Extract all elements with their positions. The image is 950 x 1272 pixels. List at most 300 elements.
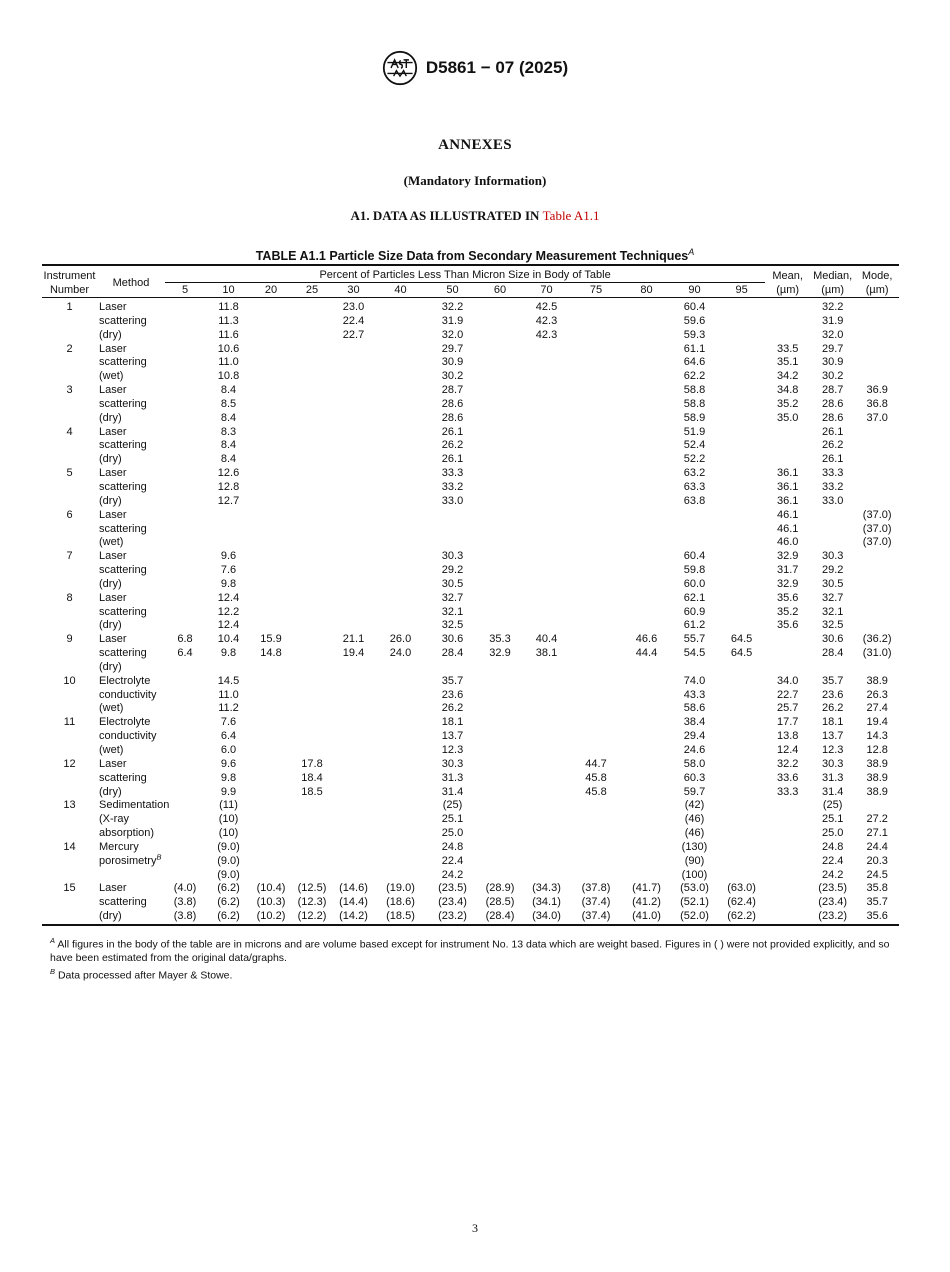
mode-value-cell xyxy=(855,661,899,675)
method-text: (X-ray xyxy=(99,813,129,826)
mean-value-cell: 25.7 xyxy=(776,702,799,715)
percentile-value-cell xyxy=(252,619,290,633)
method-text: Laser xyxy=(99,301,127,313)
method-text: scattering xyxy=(99,439,147,452)
percentile-value-cell: 32.9 xyxy=(489,647,511,660)
percentile-value-cell xyxy=(373,481,428,495)
percentile-value-cell xyxy=(373,702,428,716)
percentile-value-cell: 24.0 xyxy=(389,647,412,660)
method-cell xyxy=(97,896,165,910)
method-text: Laser xyxy=(99,467,127,480)
percentile-value-cell xyxy=(373,744,428,758)
percentile-value-cell: 7.6 xyxy=(220,716,237,729)
percentile-value-cell xyxy=(570,536,622,550)
method-text: scattering xyxy=(99,522,147,535)
percentile-value-cell xyxy=(290,467,334,481)
method-cell xyxy=(97,675,165,689)
mode-value-cell: 12.8 xyxy=(866,744,888,756)
table-row xyxy=(42,619,899,633)
percentile-value-cell xyxy=(165,384,205,398)
method-text: scattering xyxy=(99,356,147,369)
method-text: (dry) xyxy=(99,619,122,632)
method-text: absorption) xyxy=(99,827,155,840)
table-row xyxy=(42,343,899,357)
header-percentile-90: 90 xyxy=(688,284,701,296)
percentile-value-cell xyxy=(570,384,622,398)
percentile-value-cell: 42.3 xyxy=(535,328,558,341)
percentile-value-cell xyxy=(165,398,205,412)
percentile-value-cell xyxy=(373,675,428,689)
method-text: scattering xyxy=(99,480,147,493)
percentile-value-cell xyxy=(570,523,622,537)
method-text: scattering xyxy=(99,564,147,577)
percentile-value-cell: 61.2 xyxy=(683,619,706,632)
instrument-number-cell xyxy=(42,315,97,329)
percentile-value-cell xyxy=(428,509,477,523)
percentile-value-cell: 6.4 xyxy=(177,647,193,660)
percentile-value-cell: (10.3) xyxy=(256,896,286,909)
percentile-value-cell: 7.6 xyxy=(220,564,237,577)
mode-value-cell xyxy=(855,315,899,329)
percentile-value-cell: 32.7 xyxy=(441,591,464,604)
percentile-value-cell xyxy=(165,841,205,855)
percentile-value-cell xyxy=(373,661,428,675)
mode-value-cell xyxy=(855,439,899,453)
mean-value-cell xyxy=(765,453,810,467)
percentile-value-cell xyxy=(523,758,570,772)
percentile-value-cell xyxy=(718,398,765,412)
instrument-number-cell: 1 xyxy=(66,301,73,313)
mean-value-cell xyxy=(765,298,810,315)
percentile-value-cell xyxy=(373,550,428,564)
percentile-value-cell xyxy=(165,716,205,730)
mean-value-cell: 34.2 xyxy=(776,370,799,383)
percentile-value-cell: 33.3 xyxy=(441,467,464,480)
mean-value-cell: 32.9 xyxy=(776,577,799,590)
percentile-value-cell xyxy=(334,744,373,758)
percentile-value-cell xyxy=(523,356,570,370)
instrument-number-cell xyxy=(42,786,97,800)
percentile-value-cell xyxy=(622,702,671,716)
header-percent-group: Percent of Particles Less Than Micron Size in Body of Table xyxy=(165,265,765,283)
mode-value-cell: (37.0) xyxy=(862,536,892,549)
percentile-value-cell xyxy=(252,592,290,606)
method-text: scattering xyxy=(99,771,147,784)
percentile-value-cell xyxy=(477,841,523,855)
percentile-value-cell: (10) xyxy=(218,813,239,826)
percentile-value-cell xyxy=(165,786,205,800)
percentile-value-cell: (41.2) xyxy=(632,896,661,909)
mean-value-cell: 32.9 xyxy=(776,550,799,563)
percentile-value-cell xyxy=(252,744,290,758)
percentile-value-cell xyxy=(622,619,671,633)
percentile-value-cell: 32.1 xyxy=(441,605,464,618)
percentile-value-cell xyxy=(165,578,205,592)
percentile-value-cell: 43.3 xyxy=(683,688,706,701)
percentile-value-cell xyxy=(622,675,671,689)
percentile-value-cell xyxy=(252,298,290,315)
percentile-value-cell xyxy=(373,855,428,869)
median-value-cell: 30.3 xyxy=(821,757,844,770)
percentile-value-cell xyxy=(718,730,765,744)
percentile-value-cell xyxy=(622,606,671,620)
method-text: Electrolyte xyxy=(99,716,151,729)
median-value-cell xyxy=(810,509,855,523)
percentile-value-cell xyxy=(334,799,373,813)
percentile-value-cell: 60.4 xyxy=(683,301,706,313)
mean-value-cell: 35.0 xyxy=(776,411,799,424)
percentile-value-cell: 54.5 xyxy=(683,647,706,660)
percentile-value-cell xyxy=(671,661,718,675)
percentile-value-cell: 32.0 xyxy=(441,328,464,341)
percentile-value-cell xyxy=(523,536,570,550)
percentile-value-cell: 60.3 xyxy=(683,771,706,784)
percentile-value-cell xyxy=(373,426,428,440)
percentile-value-cell xyxy=(252,869,290,883)
percentile-value-cell xyxy=(252,356,290,370)
table-row xyxy=(42,384,899,398)
percentile-value-cell xyxy=(523,453,570,467)
mode-value-cell: 27.4 xyxy=(866,702,888,715)
median-value-cell: 26.2 xyxy=(821,439,844,452)
mode-value-cell: 37.0 xyxy=(866,411,888,424)
percentile-value-cell xyxy=(373,384,428,398)
method-cell xyxy=(97,509,165,523)
percentile-value-cell xyxy=(523,675,570,689)
mean-value-cell xyxy=(765,426,810,440)
percentile-value-cell xyxy=(523,412,570,426)
instrument-number-cell: 11 xyxy=(63,716,76,729)
percentile-value-cell xyxy=(523,384,570,398)
percentile-value-cell: 11.2 xyxy=(218,702,239,715)
percentile-value-cell: (37.4) xyxy=(581,910,611,923)
mode-value-cell: 35.7 xyxy=(866,896,888,909)
percentile-value-cell xyxy=(290,689,334,703)
instrument-number-cell: 6 xyxy=(66,508,73,521)
percentile-value-cell xyxy=(252,523,290,537)
percentile-value-cell: 46.6 xyxy=(635,633,658,646)
percentile-value-cell xyxy=(622,384,671,398)
instrument-number-cell: 2 xyxy=(66,342,73,355)
method-cell xyxy=(97,523,165,537)
percentile-value-cell xyxy=(373,772,428,786)
percentile-value-cell xyxy=(622,869,671,883)
percentile-value-cell: (18.6) xyxy=(386,896,415,909)
percentile-value-cell xyxy=(523,744,570,758)
percentile-value-cell xyxy=(165,550,205,564)
method-cell xyxy=(97,730,165,744)
percentile-value-cell xyxy=(622,426,671,440)
percentile-value-cell: 45.8 xyxy=(585,771,607,784)
percentile-value-cell xyxy=(622,481,671,495)
percentile-value-cell: 10.8 xyxy=(217,370,240,383)
percentile-value-cell: 38.4 xyxy=(683,716,706,729)
percentile-value-cell xyxy=(523,730,570,744)
percentile-value-cell: (9.0) xyxy=(217,868,240,881)
footnote-b-mark: B xyxy=(50,966,56,976)
percentile-value-cell xyxy=(252,675,290,689)
percentile-value-cell xyxy=(165,298,205,315)
percentile-value-cell: (9.0) xyxy=(217,840,240,853)
percentile-value-cell xyxy=(252,329,290,343)
method-text: Laser xyxy=(99,757,127,770)
percentile-value-cell xyxy=(290,523,334,537)
percentile-value-cell xyxy=(671,536,718,550)
table-row xyxy=(42,647,899,661)
percentile-value-cell: 11.8 xyxy=(218,301,239,313)
mode-value-cell: 24.4 xyxy=(866,840,888,853)
table-row xyxy=(42,564,899,578)
method-text: Laser xyxy=(99,342,127,355)
table-row xyxy=(42,813,899,827)
median-value-cell: 30.6 xyxy=(821,633,844,646)
percentile-value-cell xyxy=(622,730,671,744)
median-value-cell: (25) xyxy=(822,799,843,812)
instrument-number-cell xyxy=(42,578,97,592)
percentile-value-cell xyxy=(252,481,290,495)
percentile-value-cell xyxy=(165,523,205,537)
percentile-value-cell xyxy=(252,343,290,357)
mean-value-cell xyxy=(765,439,810,453)
percentile-value-cell: 59.3 xyxy=(683,328,706,341)
method-text: (wet) xyxy=(99,370,124,383)
method-footnote-mark: B xyxy=(156,852,162,862)
mode-value-cell: 20.3 xyxy=(866,854,888,867)
mode-value-cell: 36.8 xyxy=(866,397,888,410)
percentile-value-cell xyxy=(373,786,428,800)
mode-value-cell: 38.9 xyxy=(866,785,888,798)
percentile-value-cell xyxy=(523,592,570,606)
median-value-cell: 26.1 xyxy=(821,453,844,466)
percentile-value-cell xyxy=(622,758,671,772)
percentile-value-cell xyxy=(165,343,205,357)
percentile-value-cell xyxy=(165,536,205,550)
table-row xyxy=(42,841,899,855)
percentile-value-cell: (6.2) xyxy=(217,910,240,923)
method-text: (dry) xyxy=(99,785,122,798)
percentile-value-cell: 30.3 xyxy=(441,550,464,563)
median-value-cell: 18.1 xyxy=(821,716,844,729)
method-cell xyxy=(97,852,165,869)
percentile-value-cell: 42.3 xyxy=(535,314,558,327)
mean-value-cell: 35.1 xyxy=(776,356,799,369)
percentile-value-cell xyxy=(252,661,290,675)
percentile-value-cell xyxy=(290,855,334,869)
mode-value-cell xyxy=(855,467,899,481)
method-text: (dry) xyxy=(99,328,122,341)
method-cell xyxy=(97,592,165,606)
header-percentile-20: 20 xyxy=(264,284,278,296)
mode-value-cell: 38.9 xyxy=(866,757,888,770)
percentile-value-cell xyxy=(205,536,252,550)
percentile-value-cell xyxy=(373,453,428,467)
percentile-value-cell: (3.8) xyxy=(173,910,197,923)
percentile-value-cell xyxy=(523,855,570,869)
percentile-value-cell: 15.9 xyxy=(260,633,282,646)
percentile-value-cell xyxy=(477,329,523,343)
percentile-value-cell: 60.4 xyxy=(683,550,706,563)
percentile-value-cell xyxy=(373,398,428,412)
median-value-cell: 23.6 xyxy=(821,688,844,701)
percentile-value-cell xyxy=(165,356,205,370)
median-value-cell: 30.9 xyxy=(821,356,844,369)
percentile-value-cell: (28.4) xyxy=(485,910,515,923)
instrument-number-cell xyxy=(42,398,97,412)
table-row xyxy=(42,481,899,495)
method-text: (dry) xyxy=(99,577,122,590)
percentile-value-cell: 59.7 xyxy=(683,785,706,798)
header-percentile-70: 70 xyxy=(540,284,553,296)
percentile-value-cell xyxy=(252,370,290,384)
percentile-value-cell xyxy=(252,772,290,786)
percentile-value-cell: 8.4 xyxy=(220,453,237,466)
percentile-value-cell xyxy=(290,592,334,606)
mean-value-cell: 33.3 xyxy=(776,785,799,798)
percentile-value-cell xyxy=(718,356,765,370)
percentile-value-cell xyxy=(718,786,765,800)
percentile-value-cell: 25.0 xyxy=(441,827,464,840)
percentile-value-cell: 64.6 xyxy=(683,356,706,369)
percentile-value-cell: (52.1) xyxy=(680,896,709,909)
mode-value-cell: 27.1 xyxy=(866,827,888,840)
percentile-value-cell xyxy=(477,481,523,495)
percentile-value-cell xyxy=(622,564,671,578)
percentile-value-cell xyxy=(165,439,205,453)
page-number: 3 xyxy=(472,1221,478,1235)
percentile-value-cell: (9.0) xyxy=(217,854,240,867)
percentile-value-cell: (25) xyxy=(442,799,463,812)
mode-value-cell: 38.9 xyxy=(866,674,888,687)
percentile-value-cell: 21.1 xyxy=(342,633,365,646)
percentile-value-cell xyxy=(252,841,290,855)
instrument-number-cell xyxy=(42,356,97,370)
percentile-value-cell: (34.0) xyxy=(532,910,561,923)
header-percentile-5: 5 xyxy=(181,284,189,296)
percentile-value-cell xyxy=(523,343,570,357)
percentile-value-cell xyxy=(373,841,428,855)
percentile-value-cell xyxy=(622,370,671,384)
percentile-value-cell xyxy=(477,730,523,744)
percentile-value-cell xyxy=(290,869,334,883)
percentile-value-cell xyxy=(165,370,205,384)
mode-value-cell xyxy=(855,356,899,370)
mean-value-cell xyxy=(765,827,810,841)
method-cell xyxy=(97,398,165,412)
footnote-a xyxy=(50,934,900,965)
percentile-value-cell: 28.6 xyxy=(441,411,464,424)
median-value-cell: 25.1 xyxy=(821,813,844,826)
percentile-value-cell xyxy=(523,606,570,620)
table-row xyxy=(42,869,899,883)
percentile-value-cell: (28.9) xyxy=(485,882,515,895)
table-link[interactable]: Table A1.1 xyxy=(542,208,600,223)
percentile-value-cell xyxy=(622,772,671,786)
instrument-number-cell xyxy=(42,869,97,883)
percentile-value-cell: (42) xyxy=(684,799,705,812)
percentile-value-cell xyxy=(622,523,671,537)
median-value-cell: 33.3 xyxy=(821,467,844,480)
percentile-value-cell xyxy=(334,813,373,827)
method-text: Sedimentation xyxy=(99,799,170,812)
table-row xyxy=(42,799,899,813)
table-row xyxy=(42,398,899,412)
percentile-value-cell xyxy=(622,855,671,869)
percentile-value-cell xyxy=(477,315,523,329)
percentile-value-cell xyxy=(334,536,373,550)
table-row xyxy=(42,702,899,716)
percentile-value-cell xyxy=(523,495,570,509)
mode-value-cell: 27.2 xyxy=(866,813,888,826)
percentile-value-cell xyxy=(622,536,671,550)
mode-value-cell: 35.6 xyxy=(866,910,888,923)
mode-value-cell: 19.4 xyxy=(866,716,888,729)
percentile-value-cell xyxy=(477,578,523,592)
method-cell xyxy=(97,606,165,620)
percentile-value-cell xyxy=(373,343,428,357)
method-text: Electrolyte xyxy=(99,674,151,687)
percentile-value-cell xyxy=(477,384,523,398)
method-cell xyxy=(97,910,165,925)
table-row xyxy=(42,298,899,315)
percentile-value-cell xyxy=(570,578,622,592)
mode-value-cell: 35.8 xyxy=(866,882,888,895)
table-body xyxy=(42,298,899,925)
percentile-value-cell: 23.0 xyxy=(342,301,365,313)
table-row xyxy=(42,744,899,758)
percentile-value-cell xyxy=(290,509,334,523)
percentile-value-cell xyxy=(334,675,373,689)
method-text: Laser xyxy=(99,384,127,397)
table-row xyxy=(42,439,899,453)
percentile-value-cell xyxy=(165,813,205,827)
table-row xyxy=(42,772,899,786)
median-value-cell: 28.6 xyxy=(821,411,844,424)
instrument-number-cell xyxy=(42,910,97,925)
percentile-value-cell xyxy=(334,343,373,357)
percentile-value-cell xyxy=(477,813,523,827)
median-value-cell: (23.2) xyxy=(818,910,848,923)
percentile-value-cell: 23.6 xyxy=(441,688,464,701)
percentile-value-cell xyxy=(252,536,290,550)
header-percentile-25: 25 xyxy=(305,284,319,296)
table-caption-text: TABLE A1.1 Particle Size Data from Secondary Measurement Techniques xyxy=(255,249,689,264)
percentile-value-cell xyxy=(252,730,290,744)
median-value-cell: 32.0 xyxy=(821,328,844,341)
section-heading-a1 xyxy=(0,208,950,224)
percentile-value-cell: 11.3 xyxy=(218,314,239,327)
astm-logo-icon xyxy=(382,50,418,86)
median-value-cell: 33.0 xyxy=(821,494,844,507)
table-row xyxy=(42,758,899,772)
percentile-value-cell xyxy=(622,689,671,703)
method-cell xyxy=(97,412,165,426)
percentile-value-cell xyxy=(622,398,671,412)
percentile-value-cell: 13.7 xyxy=(441,730,464,743)
percentile-value-cell xyxy=(570,661,622,675)
percentile-value-cell xyxy=(334,370,373,384)
mean-value-cell: 34.8 xyxy=(776,384,799,397)
method-cell xyxy=(97,370,165,384)
percentile-value-cell: 61.1 xyxy=(683,342,706,355)
percentile-value-cell: 18.1 xyxy=(441,716,464,729)
instrument-number-cell: 12 xyxy=(63,757,76,770)
percentile-value-cell: (6.2) xyxy=(217,882,240,895)
method-cell xyxy=(97,827,165,841)
percentile-value-cell xyxy=(718,481,765,495)
percentile-value-cell xyxy=(718,467,765,481)
percentile-value-cell xyxy=(165,564,205,578)
percentile-value-cell xyxy=(718,855,765,869)
